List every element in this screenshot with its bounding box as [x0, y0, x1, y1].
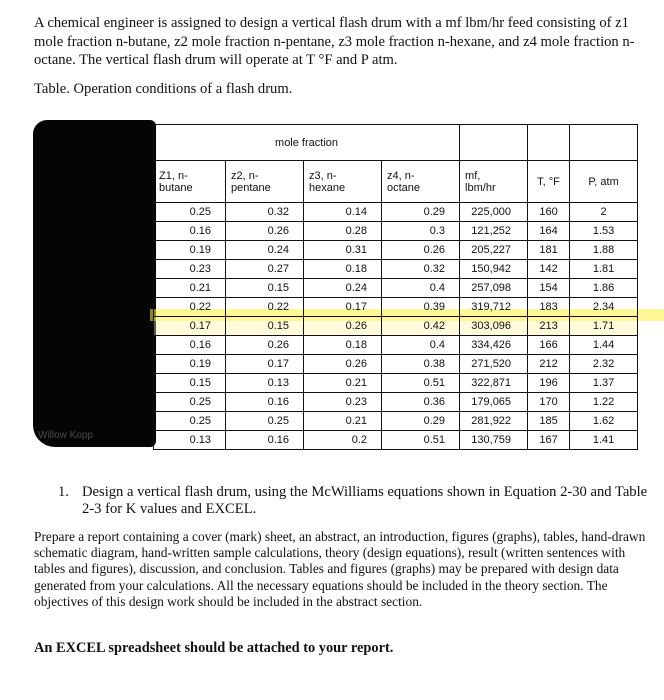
table-cell: 0.14	[304, 203, 382, 222]
column-header-label: z4, n- octane	[387, 169, 421, 194]
column-header-label: mf, lbm/hr	[465, 169, 496, 194]
table-cell: 2.32	[570, 355, 638, 374]
table-cell: 0.21	[304, 412, 382, 431]
table-cell: 0.32	[382, 260, 460, 279]
table-cell: 185	[528, 412, 570, 431]
table-row	[154, 355, 638, 374]
table-caption: Table. Operation conditions of a flash drum.	[34, 81, 293, 97]
table-cell: 181	[528, 241, 570, 260]
table-cell: 0.13	[226, 374, 304, 393]
mole-fraction-header: mole fraction	[154, 125, 460, 161]
table-cell: 281,922	[460, 412, 528, 431]
table-cell: 0.26	[304, 317, 382, 336]
table-cell: 0.29	[382, 203, 460, 222]
table-cell: 0.2	[304, 431, 382, 450]
table-cell: 121,252	[460, 222, 528, 241]
table-cell: 271,520	[460, 355, 528, 374]
table-cell: 0.23	[304, 393, 382, 412]
redacted-text-fragment: Willow Kopp	[38, 430, 94, 441]
table-cell: 0.4	[382, 279, 460, 298]
table-cell: 0.25	[154, 412, 226, 431]
table-cell: 1.81	[570, 260, 638, 279]
table-cell: 225,000	[460, 203, 528, 222]
table-cell: 0.51	[382, 374, 460, 393]
column-header	[528, 161, 570, 203]
table-cell: 212	[528, 355, 570, 374]
table-cell: 0.32	[226, 203, 304, 222]
table-cell: 0.26	[226, 336, 304, 355]
table-cell: 0.25	[226, 412, 304, 431]
table-cell: 303,096	[460, 317, 528, 336]
table-cell: 0.38	[382, 355, 460, 374]
column-header	[382, 161, 460, 203]
table-cell: 0.16	[226, 393, 304, 412]
table-cell: 183	[528, 298, 570, 317]
problem-intro: A chemical engineer is assigned to design a vertical flash drum with a mf lbm/hr feed consisting of z1 mole fraction n-butane, z2 mole fraction n-pentane, z3 mole fraction n-hexane, and z4 mole fraction n-octane. The vertical flash drum will operate at T °F and P atm.	[34, 15, 635, 69]
table-cell: 0.25	[154, 393, 226, 412]
table-cell: 0.18	[304, 260, 382, 279]
table-cell: 0.16	[154, 222, 226, 241]
table-row	[154, 279, 638, 298]
table-cell: 0.25	[154, 203, 226, 222]
table-cell: 2.34	[570, 298, 638, 317]
table-cell: 205,227	[460, 241, 528, 260]
column-header-label: Z1, n- butane	[159, 169, 193, 194]
table-cell: 0.15	[154, 374, 226, 393]
table-cell: 0.3	[382, 222, 460, 241]
column-header	[304, 161, 382, 203]
table-cell: 257,098	[460, 279, 528, 298]
table-cell: 0.51	[382, 431, 460, 450]
table-cell: 0.36	[382, 393, 460, 412]
table-cell: 1.53	[570, 222, 638, 241]
table-cell: 0.39	[382, 298, 460, 317]
table-cell: 0.21	[304, 374, 382, 393]
column-header-label: P, atm	[588, 175, 619, 188]
table-cell: 0.42	[382, 317, 460, 336]
table-cell: 0.31	[304, 241, 382, 260]
table-row	[154, 412, 638, 431]
question-number: 1.	[58, 484, 69, 500]
table-row	[154, 241, 638, 260]
redaction-block	[33, 120, 156, 447]
table-row	[154, 317, 638, 336]
column-header-label: z3, n- hexane	[309, 169, 346, 194]
table-cell: 1.41	[570, 431, 638, 450]
table-cell: 1.22	[570, 393, 638, 412]
table-cell: 213	[528, 317, 570, 336]
header-spacer	[460, 125, 528, 161]
table-cell: 1.44	[570, 336, 638, 355]
table-cell: 0.27	[226, 260, 304, 279]
table-cell: 0.15	[226, 279, 304, 298]
table-cell: 196	[528, 374, 570, 393]
table-cell: 0.28	[304, 222, 382, 241]
table-cell: 0.26	[304, 355, 382, 374]
table-cell: 1.88	[570, 241, 638, 260]
table-cell: 0.22	[226, 298, 304, 317]
table-cell: 1.86	[570, 279, 638, 298]
header-spacer	[528, 125, 570, 161]
table-cell: 1.71	[570, 317, 638, 336]
table-row	[154, 260, 638, 279]
table-cell: 0.23	[154, 260, 226, 279]
table-row	[154, 374, 638, 393]
table-cell: 170	[528, 393, 570, 412]
question-text: Design a vertical flash drum, using the McWilliams equations shown in Equation 2-30 and Table 2-3 for K values and EXCEL.	[82, 484, 648, 517]
table-cell: 0.22	[154, 298, 226, 317]
table-cell: 164	[528, 222, 570, 241]
table-cell: 0.26	[226, 222, 304, 241]
table-cell: 334,426	[460, 336, 528, 355]
table-cell: 0.19	[154, 241, 226, 260]
table-cell: 319,712	[460, 298, 528, 317]
table-cell: 0.17	[304, 298, 382, 317]
table-cell: 0.16	[154, 336, 226, 355]
table-cell: 0.13	[154, 431, 226, 450]
table-cell: 179,065	[460, 393, 528, 412]
table-row	[154, 222, 638, 241]
table-cell: 154	[528, 279, 570, 298]
table-cell: 0.24	[226, 241, 304, 260]
table-cell: 167	[528, 431, 570, 450]
table-row	[154, 298, 638, 317]
table-row	[154, 431, 638, 450]
column-header-label: z2, n- pentane	[231, 169, 271, 194]
report-instructions: Prepare a report containing a cover (mark) sheet, an abstract, an introduction, figures (graphs), tables, hand-drawn schematic diagram, hand-written sample calculations, theory (design equations), result (written sentences with tables and figures), discussion, and conclusion. Tables and figures (graphs) may be prepared with design data generated from your calculations. All the necessary equations should be included in the theory section. The objectives of this design work should be included in the abstract section.	[34, 529, 646, 609]
column-header	[460, 161, 528, 203]
table-cell: 150,942	[460, 260, 528, 279]
table-cell: 0.24	[304, 279, 382, 298]
table-cell: 0.21	[154, 279, 226, 298]
table-row	[154, 393, 638, 412]
table-cell: 1.62	[570, 412, 638, 431]
table-cell: 0.15	[226, 317, 304, 336]
table-cell: 0.29	[382, 412, 460, 431]
table-cell: 1.37	[570, 374, 638, 393]
table-cell: 0.16	[226, 431, 304, 450]
column-header	[154, 161, 226, 203]
operation-conditions-table	[153, 124, 638, 450]
table-cell: 0.17	[154, 317, 226, 336]
table-cell: 0.17	[226, 355, 304, 374]
question-1	[58, 484, 648, 518]
excel-note: An EXCEL spreadsheet should be attached to your report.	[34, 640, 394, 656]
table-cell: 160	[528, 203, 570, 222]
table-cell: 2	[570, 203, 638, 222]
table-cell: 0.19	[154, 355, 226, 374]
table-cell: 0.26	[382, 241, 460, 260]
column-header	[226, 161, 304, 203]
column-header	[570, 161, 638, 203]
table-cell: 0.4	[382, 336, 460, 355]
table-cell: 130,759	[460, 431, 528, 450]
column-header-label: T, °F	[537, 175, 560, 188]
header-spacer	[570, 125, 638, 161]
table-cell: 0.18	[304, 336, 382, 355]
table-row	[154, 203, 638, 222]
table-cell: 166	[528, 336, 570, 355]
table-cell: 142	[528, 260, 570, 279]
table-cell: 322,871	[460, 374, 528, 393]
table-row	[154, 336, 638, 355]
